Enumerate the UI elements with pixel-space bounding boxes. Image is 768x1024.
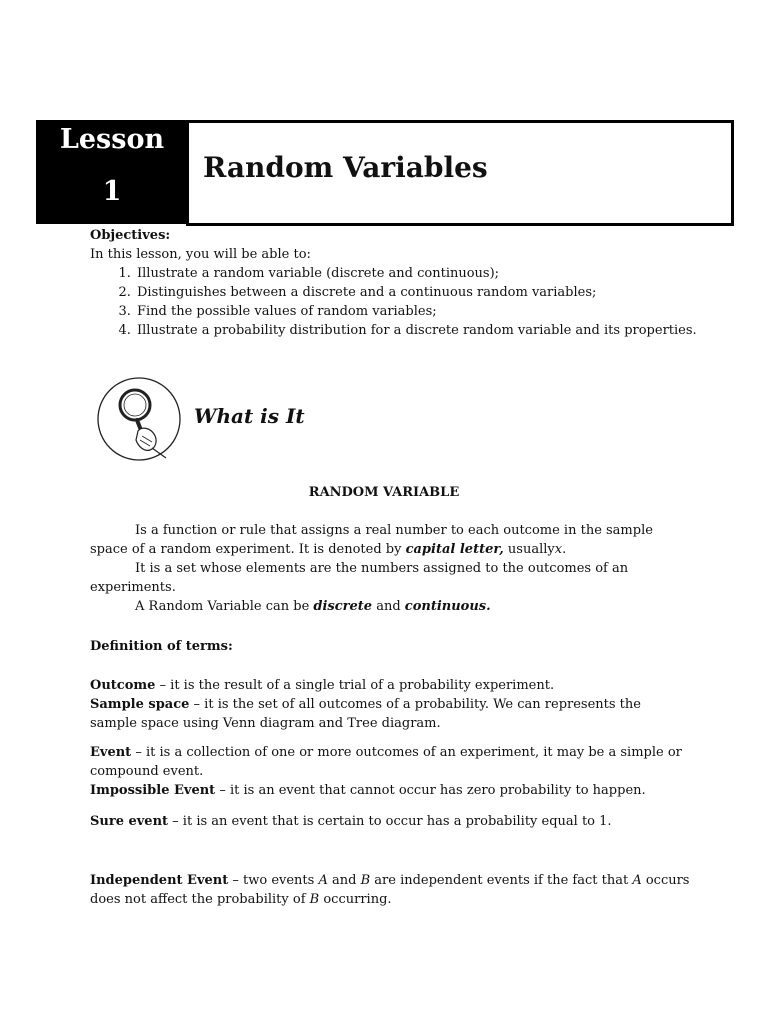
rv-emphasis: capital letter, (405, 542, 504, 557)
definition-independent-event (90, 871, 690, 909)
term-text: – it is the set of all outcomes of a probability. We can represents the sample space using Venn diagram and Tree diagram. (90, 697, 641, 731)
term-text: – it is an event that is certain to occur has a probability equal to 1. (168, 814, 612, 829)
event-variable: B (360, 873, 371, 888)
objective-item: 3. Find the possible values of random variables; (135, 302, 730, 321)
term-text: – two events (228, 873, 319, 888)
term-text: – it is an event that cannot occur has zero probability to happen. (215, 783, 646, 798)
term-label: Sample space (90, 697, 190, 712)
term-label: Impossible Event (90, 783, 216, 798)
definition-event-impossible (90, 743, 690, 800)
definition-sample-space (90, 695, 690, 733)
term-text: and (327, 873, 361, 888)
objective-item: 1. Illustrate a random variable (discrete and continuous); (135, 264, 730, 283)
lesson-badge (36, 120, 188, 224)
term-label: Event (90, 745, 132, 760)
definition-sure-event (90, 812, 690, 831)
objective-item: 4. Illustrate a probability distribution for a discrete random variable and its properties. (135, 321, 730, 340)
objective-item: 2. Distinguishes between a discrete and a continuous random variables; (135, 283, 730, 302)
term-text: – it is the result of a single trial of a probability experiment. (155, 678, 555, 693)
rv-text: Is a function or rule that assigns a real number to each outcome in the sample space of a random experiment. It is denoted by (90, 523, 653, 557)
definition-outcome (90, 676, 690, 695)
term-label: Sure event (90, 814, 169, 829)
random-variable-heading: RANDOM VARIABLE (308, 485, 460, 500)
term-text: are independent events if the fact that (370, 873, 633, 888)
rv-text: and (372, 599, 405, 614)
rv-paragraph-2: It is a set whose elements are the numbers assigned to the outcomes of an experiments. (90, 561, 629, 595)
rv-text: . (562, 542, 567, 557)
definition-independent-text (90, 871, 690, 909)
page-title: Random Variables (203, 151, 488, 184)
lesson-number: 1 (102, 176, 122, 207)
term-text: – it is a collection of one or more outcomes of an experiment, it may be a simple or compound event. (90, 745, 682, 779)
rv-text: usually (503, 542, 555, 557)
definition-impossible-event (90, 781, 690, 800)
event-variable: A (318, 873, 328, 888)
objectives-section (90, 226, 730, 340)
lesson-label: Lesson (59, 124, 165, 155)
term-text: occurring. (319, 892, 392, 907)
objectives-intro: In this lesson, you will be able to: (90, 247, 311, 262)
magnifying-glass-icon (92, 376, 182, 464)
rv-paragraph-1 (90, 521, 690, 559)
definition-sure-text (90, 812, 690, 831)
random-variable-body (90, 521, 690, 616)
term-label: Outcome (90, 678, 156, 693)
rv-emphasis: discrete (313, 599, 373, 614)
definitions-heading: Definition of terms: (90, 639, 233, 654)
event-variable: A (632, 873, 642, 888)
definition-outcome-sample (90, 676, 690, 733)
term-text: occurs does not affect the probability of (90, 873, 690, 907)
objectives-list (90, 264, 730, 340)
definition-event (90, 743, 690, 781)
rv-text: A Random Variable can be (135, 599, 314, 614)
section-title: What is It (194, 404, 305, 428)
objectives-heading: Objectives: (90, 228, 171, 243)
rv-paragraph-3 (90, 597, 690, 616)
term-label: Independent Event (90, 873, 229, 888)
rv-variable: x (554, 542, 563, 557)
title-box (186, 120, 734, 226)
rv-emphasis: continuous. (404, 599, 491, 614)
event-variable: B (309, 892, 320, 907)
